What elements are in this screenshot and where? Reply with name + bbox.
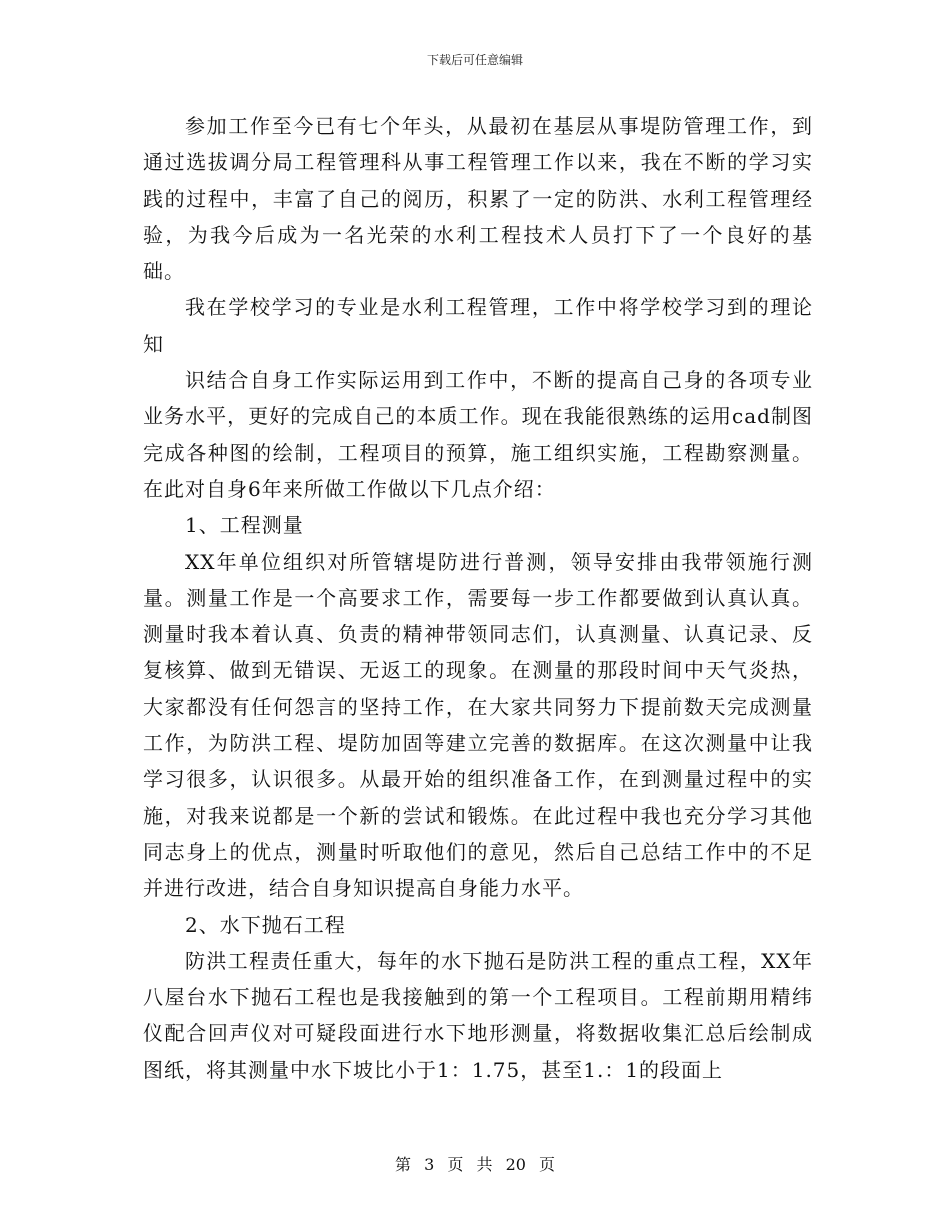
footer-page-label: 第 bbox=[394, 1155, 411, 1174]
page-footer bbox=[0, 1154, 950, 1176]
paragraph-career-overview: 参加工作至今已有七个年头，从最初在基层从事堤防管理工作，到通过选拔调分局工程管理科从事工程管理工作以来，我在不断的学习实践的过程中，丰富了自己的阅历，积累了一定的防洪、水利工程管理经验，为我今后成为一名光荣的水利工程技术人员打下了一个良好的基础。 bbox=[143, 114, 813, 284]
footer-total-unit: 页 bbox=[539, 1155, 556, 1174]
page-header-note: 下载后可任意编辑 bbox=[426, 53, 523, 67]
document-body bbox=[143, 108, 813, 1088]
footer-page-unit: 页 bbox=[447, 1155, 464, 1174]
section-heading-riprap: 2、水下抛石工程 bbox=[185, 912, 346, 937]
footer-total-label: 共 bbox=[476, 1155, 493, 1174]
paragraph-major-intro: 我在学校学习的专业是水利工程管理，工作中将学校学习到的理论知 bbox=[143, 295, 813, 356]
paragraph-riprap: 防洪工程责任重大，每年的水下抛石是防洪工程的重点工程，XX年八屋台水下抛石工程也是我接触到的第一个工程项目。工程前期用精纬仪配合回声仪对可疑段面进行水下地形测量，将数据收集汇总后绘制成图纸，将其测量中水下坡比小于1：1.75，甚至1.：1的段面上 bbox=[143, 948, 813, 1082]
section-heading-survey: 1、工程测量 bbox=[185, 513, 304, 538]
paragraph-skills: 识结合自身工作实际运用到工作中，不断的提高自己身的各项专业业务水平，更好的完成自己的本质工作。现在我能很熟练的运用cad制图完成各种图的绘制，工程项目的预算，施工组织实施，工程勘察测量。在此对自身6年来所做工作做以下几点介绍： bbox=[143, 368, 813, 501]
paragraph-survey: XX年单位组织对所管辖堤防进行普测，领导安排由我带领施行测量。测量工作是一个高要求工作，需要每一步工作都要做到认真认真。测量时我本着认真、负责的精神带领同志们，认真测量、认真记录、反复核算、做到无错误、无返工的现象。在测量的那段时间中天气炎热，大家都没有任何怨言的坚持工作，在大家共同努力下提前数天完成测量工作，为防洪工程、堤防加固等建立完善的数据库。在这次测量中让我学习很多，认识很多。从最开始的组织准备工作，在到测量过程中的实施，对我来说都是一个新的尝试和锻炼。在此过程中我也充分学习其他同志身上的优点，测量时听取他们的意见，然后自己总结工作中的不足并进行改进，结合自身知识提高自身能力水平。 bbox=[143, 549, 813, 901]
footer-page-number: 3 bbox=[424, 1155, 435, 1174]
footer-total-pages: 20 bbox=[505, 1155, 526, 1174]
